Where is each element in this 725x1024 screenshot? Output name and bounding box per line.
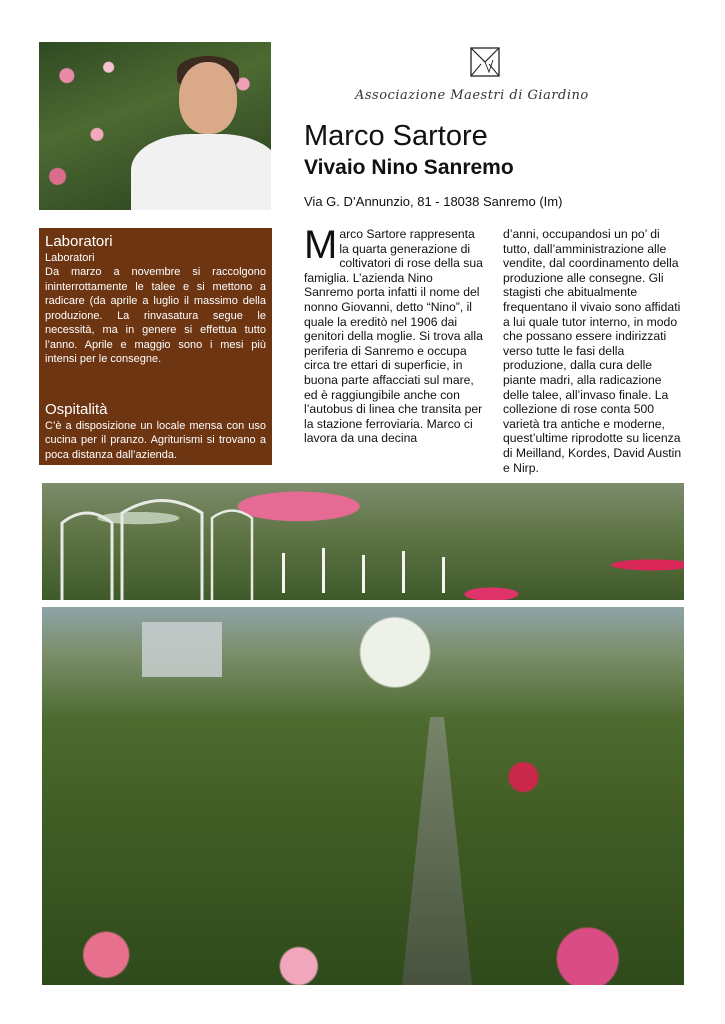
portrait-shirt xyxy=(131,134,271,210)
address: Via G. D’Annunzio, 81 - 18038 Sanremo (Im) xyxy=(304,194,563,209)
sidebar-text-laboratori: Da marzo a novembre si raccolgono ininterrottamente le talee e si mettono a radicare (da aprile a luglio il massimo della produzione. La rinvasatura segue le necessità, ma in genere si effettua tutto l’anno. Aprile e maggio sono i mesi più intensi per le consegne. xyxy=(45,266,266,365)
body-text-2: d’anni, occupandosi un po’ di tutto, dall’amministrazione alle vendite, dal coordinamento della produzione alle consegne. Gli stagisti che abitualmente frequentano il vivaio sono affidati a lui quale tutor interno, in modo che possano essere indirizzati verso tutte le fasi della produzione, dalla cura delle piante madri, alla radicazione delle talee, all’invaso finale. La collezione di rose conta 500 varietà tra antiche e moderne, quest’ultime riprodotte su licenza di Meilland, Kordes, David Austin e Nirp. xyxy=(503,227,682,475)
garden-path xyxy=(402,717,472,985)
drop-cap: M xyxy=(304,223,338,267)
body-column-1 xyxy=(304,223,484,446)
sidebar-subtitle-laboratori: Laboratori xyxy=(45,252,95,264)
portrait-face xyxy=(179,62,237,134)
sidebar-title-ospitalita: Ospitalità xyxy=(45,400,108,418)
pergola-arches xyxy=(42,483,684,600)
sidebar-title-laboratori: Laboratori xyxy=(45,233,113,250)
page-subtitle: Vivaio Nino Sanremo xyxy=(304,156,514,179)
envelope-logo-icon xyxy=(467,44,503,80)
logo-text: Associazione Maestri di Giardino xyxy=(355,88,589,103)
portrait-photo xyxy=(39,42,271,210)
association-logo xyxy=(355,44,600,112)
page-title: Marco Sartore xyxy=(304,120,488,152)
greenhouse xyxy=(142,622,222,677)
body-column-2 xyxy=(503,227,683,475)
nursery-visitors-photo xyxy=(42,607,684,985)
info-sidebar xyxy=(39,228,272,465)
rose-garden-photo xyxy=(42,483,684,600)
body-text-1: arco Sartore rappresenta la quarta generazione di coltivatori di rose della sua famiglia. L’azienda Nino Sanremo porta infatti il nome del nonno Giovanni, detto “Nino”, il quale la ereditò nel 1906 dai genitori della moglie. Si trova alla periferia di Sanremo e occupa circa tre ettari di superficie, in buona parte affacciati sul mare, ed è raggiungibile anche con l’autobus di linea che transita per la stazione ferroviaria. Marco ci lavora da una decina xyxy=(304,227,483,446)
sidebar-text-ospitalita: C’è a disposizione un locale mensa con uso cucina per il pranzo. Agriturismi si trovano a poca distanza dall’azienda. xyxy=(45,419,266,461)
